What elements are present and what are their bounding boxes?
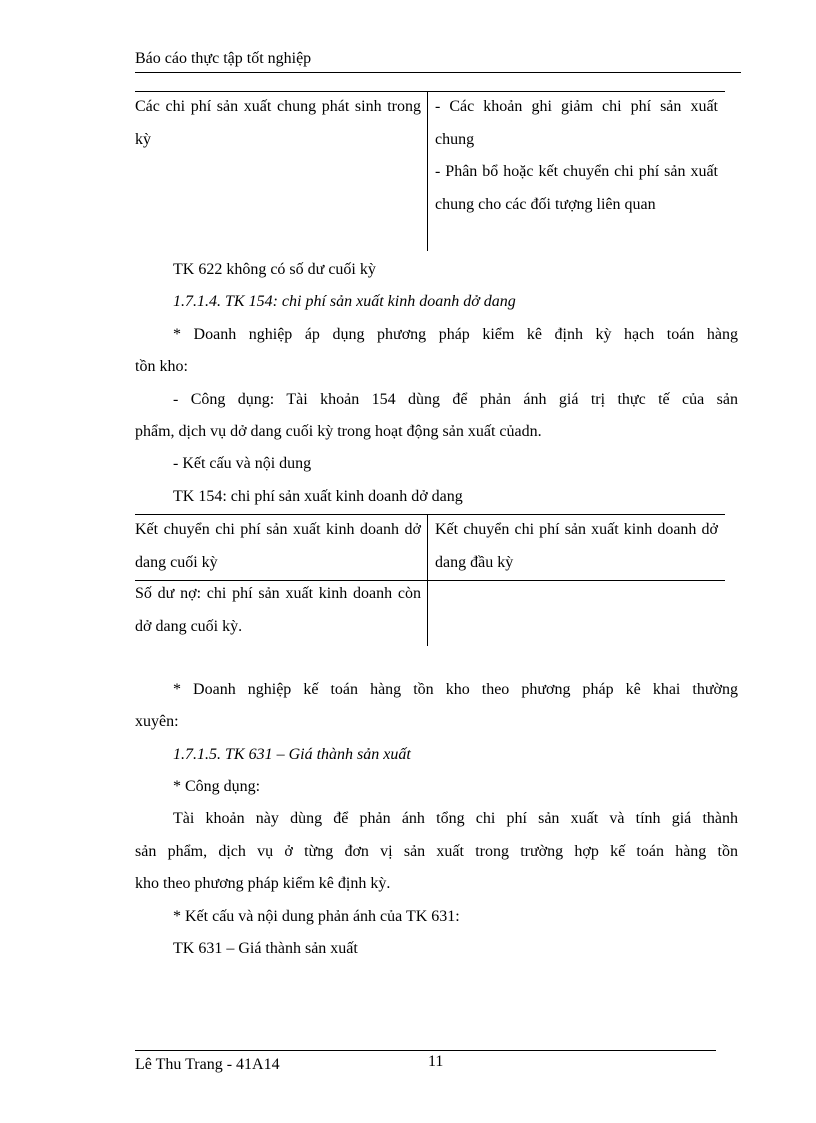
paragraph-tk631-line1: Tài khoản này dùng để phản ánh tổng chi phí sản xuất và tính giá thành xyxy=(173,810,738,827)
paragraph-tk154-title: TK 154: chi phí sản xuất kinh doanh dở dang xyxy=(173,488,463,505)
paragraph-kkttx-line1: * Doanh nghiệp kế toán hàng tồn kho theo phương pháp kê khai thường xyxy=(173,681,738,698)
table1-debit-cell: Các chi phí sản xuất chung phát sinh trong kỳ xyxy=(135,98,421,148)
paragraph-ketcau-631: * Kết cấu và nội dung phản ánh của TK 631: xyxy=(173,908,460,925)
t-account-table-2 xyxy=(135,514,725,646)
paragraph-ketcau: - Kết cấu và nội dung xyxy=(173,455,312,472)
paragraph-kkttx-line2: xuyên: xyxy=(135,713,179,730)
table1-credit-cell xyxy=(435,91,718,221)
paragraph-tk631-line2: sản phẩm, dịch vụ ở từng đơn vị sản xuất trong trường hợp kế toán hàng tồn xyxy=(135,843,738,860)
paragraph-congdung-line1: - Công dụng: Tài khoản 154 dùng để phản ánh giá trị thực tế của sản xyxy=(173,391,738,408)
footer-rule xyxy=(135,1050,716,1051)
page-number: 11 xyxy=(428,1053,444,1070)
paragraph-tk631-line3: kho theo phương pháp kiểm kê định kỳ. xyxy=(135,875,391,892)
footer-author: Lê Thu Trang - 41A14 xyxy=(135,1056,280,1073)
heading-1-7-1-4: 1.7.1.4. TK 154: chi phí sản xuất kinh doanh dở dang xyxy=(173,293,516,310)
page-header-title: Báo cáo thực tập tốt nghiệp xyxy=(135,50,312,67)
heading-1-7-1-5: 1.7.1.5. TK 631 – Giá thành sản xuất xyxy=(173,746,411,763)
paragraph-kkdk-line1: * Doanh nghiệp áp dụng phương pháp kiểm kê định kỳ hạch toán hàng xyxy=(173,326,738,343)
table1-credit-item-2: - Phân bổ hoặc kết chuyển chi phí sản xuất chung cho các đối tượng liên quan xyxy=(435,163,718,213)
table1-credit-item-1: - Các khoản ghi giảm chi phí sản xuất chung xyxy=(435,98,718,148)
table2-debit-cell: Kết chuyển chi phí sản xuất kinh doanh dở dang cuối kỳ xyxy=(135,521,421,571)
paragraph-congdung-631: * Công dụng: xyxy=(173,778,261,795)
header-rule xyxy=(135,72,741,73)
paragraph-tk622: TK 622 không có số dư cuối kỳ xyxy=(173,261,376,278)
table2-credit-cell: Kết chuyển chi phí sản xuất kinh doanh dở dang đầu kỳ xyxy=(435,521,718,571)
t-account-table-1 xyxy=(135,91,725,251)
paragraph-tk631-title: TK 631 – Giá thành sản xuất xyxy=(173,940,358,957)
paragraph-congdung-line2: phẩm, dịch vụ dở dang cuối kỳ trong hoạt động sản xuất củadn. xyxy=(135,423,542,440)
table2-balance-cell: Số dư nợ: chi phí sản xuất kinh doanh còn dở dang cuối kỳ. xyxy=(135,585,421,635)
table1-divider xyxy=(427,91,428,251)
paragraph-kkdk-line2: tồn kho: xyxy=(135,358,188,375)
